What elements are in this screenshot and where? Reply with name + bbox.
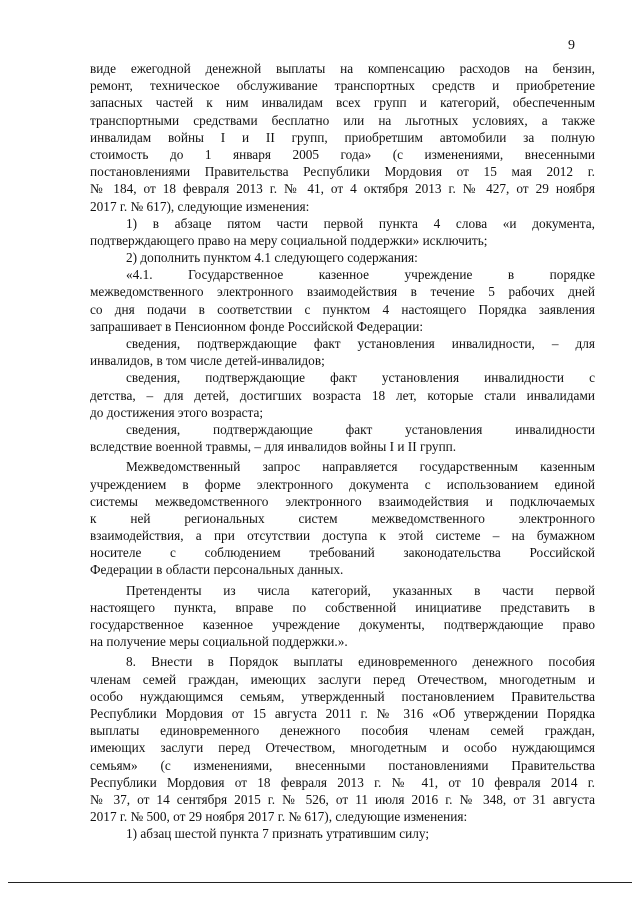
text-line: подтверждающего право на меру социальной поддержки» исключить;: [90, 232, 488, 248]
text-line: государственное казенное учреждение документы, подтверждающие право: [90, 617, 595, 632]
text-line: до достижения этого возраста;: [90, 404, 264, 420]
text-line: вследствие военной травмы, – для инвалидов войны I и II групп.: [90, 439, 457, 455]
text-line: № 37, от 14 сентября 2015 г. № 526, от 11 июля 2016 г. № 348, от 31 августа: [90, 791, 595, 807]
text-line: запрашивает в Пенсионном фонде Российской Федерации:: [90, 318, 424, 334]
text-line: со дня подачи в соответствии с пунктом 4 настоящего Порядка заявления: [90, 301, 595, 317]
text-line: сведения, подтверждающие факт установления инвалидности: [126, 421, 595, 437]
text-line: виде ежегодной денежной выплаты на компенсацию расходов на бензин,: [90, 61, 595, 76]
text-line: 2) дополнить пунктом 4.1 следующего содержания:: [126, 250, 418, 266]
text-line: особо нуждающимся семьям, утвержденный постановлением Правительства: [90, 688, 595, 704]
footer-divider: [8, 882, 632, 883]
text-line: членам семей граждан, имеющих заслуги перед Отечеством, многодетным и: [90, 671, 595, 687]
text-line: Республики Мордовия от 18 февраля 2013 г. № 41, от 10 февраля 2014 г.: [90, 774, 595, 790]
text-line: Претенденты из числа категорий, указанных в части первой: [126, 582, 595, 598]
text-line: № 184, от 18 февраля 2013 г. № 41, от 4 октября 2013 г. № 427, от 29 ноября: [90, 181, 595, 197]
text-line: «4.1. Государственное казенное учреждение в порядке: [126, 267, 595, 283]
text-line: выплаты единовременного денежного пособия членам семей граждан,: [90, 723, 595, 739]
text-line: запасных частей к ним инвалидам всех групп и категорий, обеспеченным: [90, 95, 595, 111]
text-line: транспортными средствами бесплатно или на льготных условиях, а также: [90, 112, 595, 128]
text-line: к ней региональных систем межведомственного электронного: [90, 510, 595, 526]
text-line: 2017 г. № 500, от 29 ноября 2017 г. № 617), следующие изменения:: [90, 809, 468, 825]
text-line: 2017 г. № 617), следующие изменения:: [90, 198, 310, 214]
text-line: Межведомственный запрос направляется государственным казенным: [126, 459, 595, 475]
text-line: инвалидам войны I и II групп, приобретшим автомобили за полную: [90, 129, 595, 145]
text-line: Федерации в области персональных данных.: [90, 562, 344, 578]
text-line: 1) абзац шестой пункта 7 признать утратившим силу;: [126, 826, 430, 842]
page-number: 9: [568, 38, 575, 53]
text-line: взаимодействия, а при отсутствии доступа к этой системе – на бумажном: [90, 528, 595, 544]
text-line: межведомственного электронного взаимодействия в течение 5 рабочих дней: [90, 284, 595, 300]
text-line: учреждением в форме электронного документа с использованием единой: [90, 476, 595, 492]
text-line: 8. Внести в Порядок выплаты единовременного денежного пособия: [126, 654, 595, 670]
text-line: носителе с соблюдением требований законодательства Российской: [90, 545, 595, 561]
text-line: инвалидов, в том числе детей-инвалидов;: [90, 353, 325, 369]
text-line: Республики Мордовия от 15 августа 2011 г. № 316 «Об утверждении Порядка: [90, 705, 595, 721]
text-line: системы межведомственного электронного взаимодействия и подключаемых: [90, 493, 595, 509]
text-line: постановлениями Правительства Республики Мордовия от 15 мая 2012 г.: [90, 164, 595, 180]
text-line: сведения, подтверждающие факт установления инвалидности с: [126, 370, 595, 386]
text-line: настоящего пункта, вправе по собственной инициативе представить в: [90, 599, 595, 615]
text-line: сведения, подтверждающие факт установления инвалидности, – для: [126, 336, 595, 351]
text-line: семьям» (с изменениями, внесенными постановлениями Правительства: [90, 757, 595, 773]
text-line: имеющих заслуги перед Отечеством, многодетным и особо нуждающимся: [90, 740, 595, 756]
text-line: стоимость до 1 января 2005 года» (с изменениями, внесенными: [90, 146, 595, 162]
text-line: детства, – для детей, достигших возраста 18 лет, которые стали инвалидами: [90, 387, 595, 403]
text-line: на получение меры социальной поддержки.».: [90, 634, 348, 650]
text-line: 1) в абзаце пятом части первой пункта 4 слова «и документа,: [126, 215, 595, 231]
text-line: ремонт, техническое обслуживание транспортных средств и приобретение: [90, 78, 595, 94]
document-body: [90, 60, 595, 842]
